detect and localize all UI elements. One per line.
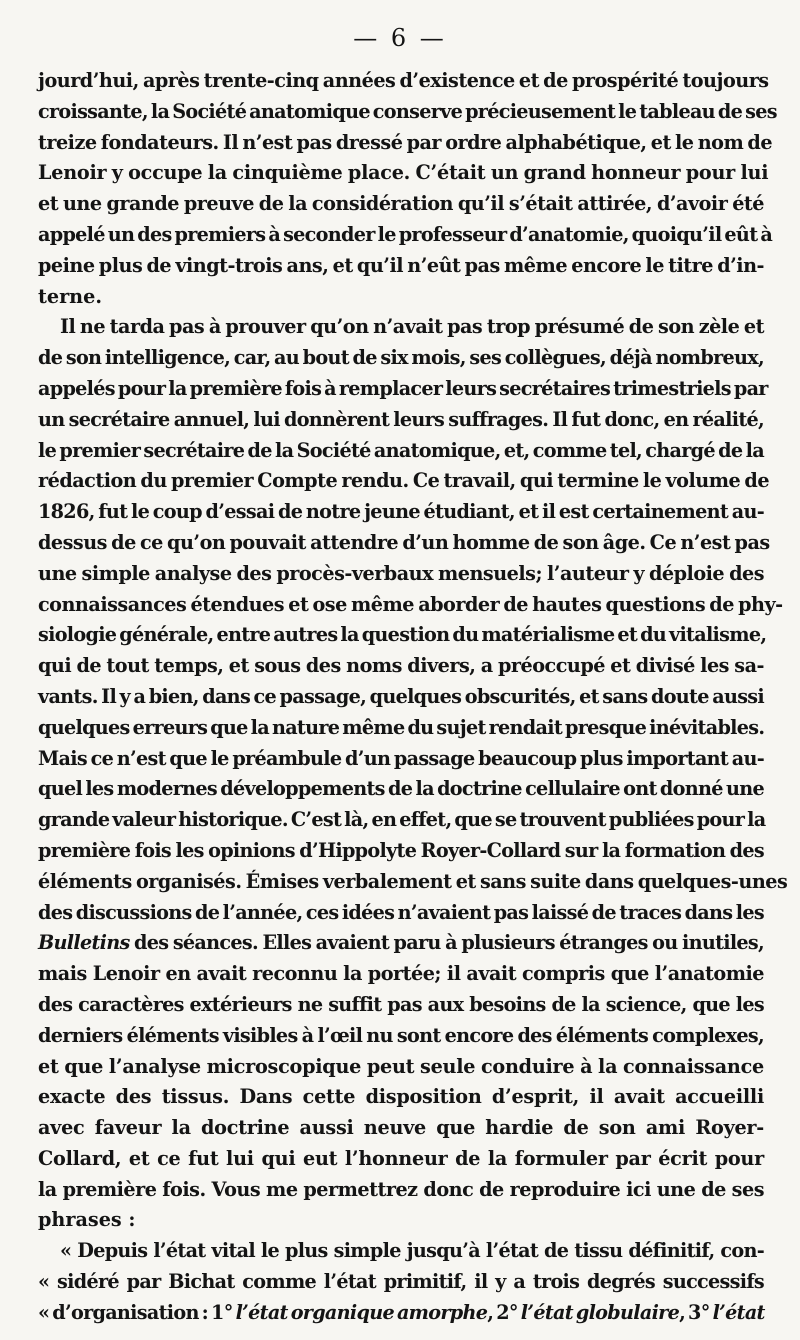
text-line: 1826, fut le coup d’essai de notre jeune étudiant, et il est certainement au- (38, 500, 764, 524)
text-line: qui de tout temps, et sous des noms divers, a préoccupé et divisé les sa- (38, 654, 764, 678)
text-line: quel les modernes développements de la doctrine cellulaire ont donné une (38, 777, 764, 801)
text-line: appelé un des premiers à seconder le professeur d’anatomie, quoiqu’il eût à (38, 222, 773, 246)
text-line: Mais ce n’est que le préambule d’un passage beaucoup plus important au- (38, 746, 764, 770)
text-line: le premier secrétaire de la Société anatomique, et, comme tel, chargé de la (38, 438, 764, 462)
italic-title: Bulletins (38, 931, 130, 955)
text-line: jourd’hui, après trente-cinq années d’existence et de prospérité toujours (38, 69, 769, 92)
text-line: croissante, la Société anatomique conserve précieusement le tableau de ses (38, 99, 777, 123)
text-line: Lenoir y occupe la cinquième place. C’était un grand honneur pour lui (38, 161, 769, 185)
text-line: la première fois. Vous me permettrez donc de reproduire ici une de ses (38, 1177, 764, 1201)
text-line: connaissances étendues et ose même aborder de hautes questions de phy- (38, 592, 783, 616)
text-line: « d’organisation : 1° l’état organique amorphe, 2° l’état globulaire, 3° l’état (38, 1300, 765, 1324)
text-line: treize fondateurs. Il n’est pas dressé par ordre alphabétique, et le nom de (38, 130, 773, 154)
text-line: derniers éléments visibles à l’œil nu sont encore des éléments complexes, (38, 1023, 764, 1047)
text-line: de son intelligence, car, au bout de six mois, ses collègues, déjà nombreux, (38, 346, 764, 370)
text-line: un secrétaire annuel, lui donnèrent leurs suffrages. Il fut donc, en réalité, (38, 407, 764, 431)
page-body (38, 66, 788, 1329)
page-number: — 6 — (353, 24, 447, 52)
text-line: terne. (38, 284, 103, 308)
text-line: des discussions de l’année, ces idées n’avaient pas laissé de traces dans les (38, 900, 764, 924)
text-line: grande valeur historique. C’est là, en effet, que se trouvent publiées pour la (38, 808, 766, 832)
text-line: mais Lenoir en avait reconnu la portée; il avait compris que l’anatomie (38, 962, 764, 986)
text-line: peine plus de vingt-trois ans, et qu’il n’eût pas même encore le titre d’in- (38, 253, 764, 277)
text-line: phrases : (38, 1208, 136, 1232)
text-line: éléments organisés. Émises verbalement et sans suite dans quelques-unes (38, 869, 788, 893)
text-line: vants. Il y a bien, dans ce passage, quelques obscurités, et sans doute aussi (38, 684, 764, 708)
text-line: Bulletins des séances. Elles avaient paru à plusieurs étranges ou inutiles, (38, 931, 764, 955)
text-line: « Depuis l’état vital le plus simple jusqu’à l’état de tissu définitif, con- (60, 1239, 764, 1263)
text-line: exacte des tissus. Dans cette disposition d’esprit, il avait accueilli (38, 1085, 764, 1109)
text-line: première fois les opinions d’Hippolyte Royer-Collard sur la formation des (38, 838, 764, 862)
text-line: une simple analyse des procès-verbaux mensuels; l’auteur y déploie des (38, 561, 764, 585)
text-line: et une grande preuve de la considération qu’il s’était attirée, d’avoir été (38, 192, 764, 216)
text-line: des caractères extérieurs ne suffit pas aux besoins de la science, que les (38, 992, 764, 1016)
text-line: siologie générale, entre autres la question du matérialisme et du vitalisme, (38, 623, 767, 647)
text-line: quelques erreurs que la nature même du sujet rendait presque inévitables. (38, 715, 765, 739)
text-line: Il ne tarda pas à prouver qu’on n’avait pas trop présumé de son zèle et (60, 315, 764, 339)
text-line: Collard, et ce fut lui qui eut l’honneur de la formuler par écrit pour (38, 1146, 764, 1170)
text-line: appelés pour la première fois à remplacer leurs secrétaires trimestriels par (38, 376, 768, 400)
text-line: avec faveur la doctrine aussi neuve que hardie de son ami Royer- (38, 1116, 764, 1140)
text-line: rédaction du premier Compte rendu. Ce travail, qui termine le volume de (38, 469, 770, 493)
text-line: « sidéré par Bichat comme l’état primitif, il y a trois degrés successifs (38, 1270, 764, 1294)
text-line: dessus de ce qu’on pouvait attendre d’un homme de son âge. Ce n’est pas (38, 530, 770, 554)
text-line: et que l’analyse microscopique peut seule conduire à la connaissance (38, 1054, 764, 1078)
